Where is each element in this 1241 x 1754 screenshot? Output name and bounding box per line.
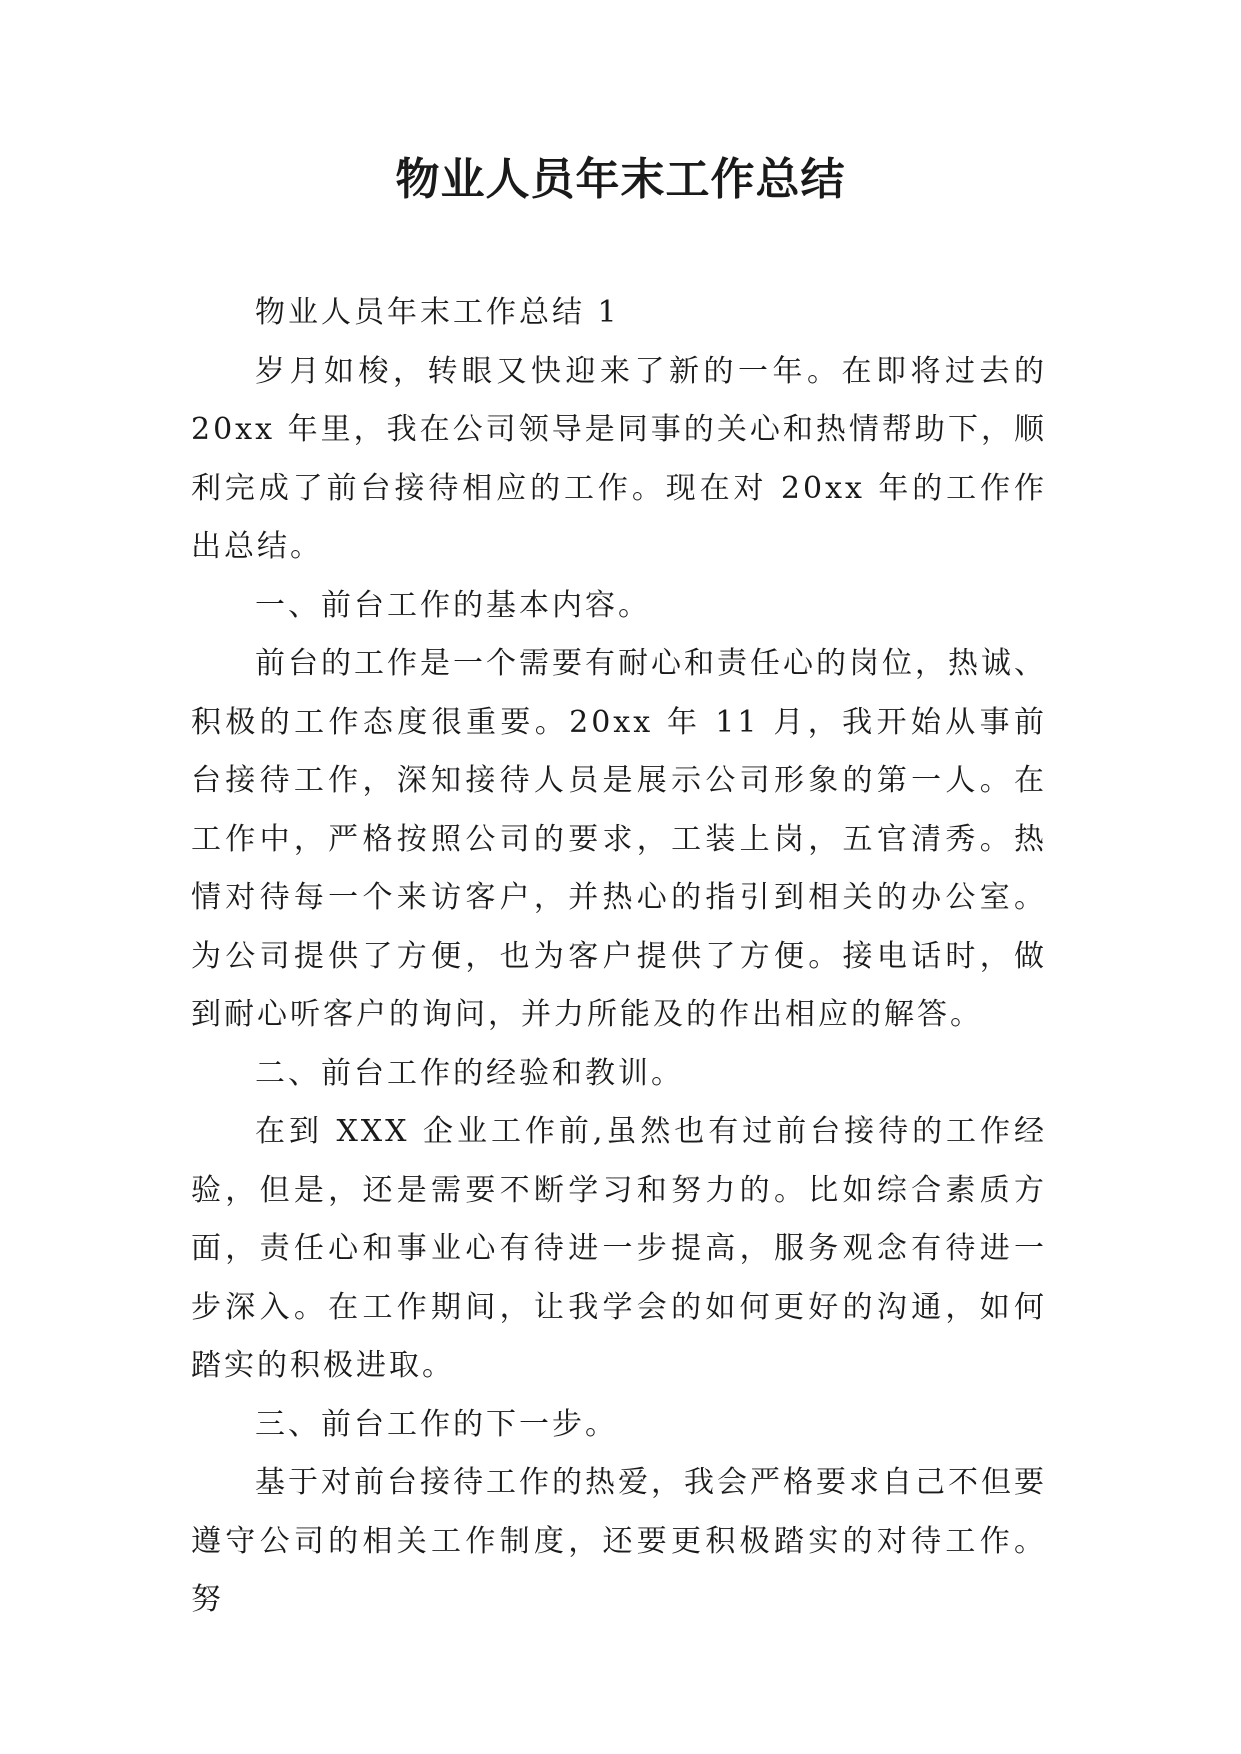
- section-heading: 物业人员年末工作总结 1: [255, 295, 620, 330]
- section-heading: 一、前台工作的基本内容。: [255, 587, 651, 623]
- paragraph: 前台的工作是一个需要有耐心和责任心的岗位，热诚、积极的工作态度很重要。20xx 年 11 月，我开始从事前台接待工作，深知接待人员是展示公司形象的第一人。在工作中，严格按照公司的要求，工装上岗，五官清秀。热情对待每一个来访客户，并热心的指引到相关的办公室。为公司提供了方便，也为客户提供了方便。接电话时，做到耐心听客户的询问，并力所能及的作出相应的解答。: [191, 646, 1047, 1032]
- paragraph: 基于对前台接待工作的热爱，我会严格要求自己不但要遵守公司的相关工作制度，还要更积极踏实的对待工作。努: [191, 1465, 1047, 1617]
- paragraph: 岁月如梭，转眼又快迎来了新的一年。在即将过去的 20xx 年里，我在公司领导是同事的关心和热情帮助下，顺利完成了前台接待相应的工作。现在对 20xx 年的工作作出总结。: [191, 353, 1047, 564]
- section-heading: 二、前台工作的经验和教训。: [255, 1055, 684, 1091]
- document-body: [191, 284, 1047, 1630]
- section-heading: 三、前台工作的下一步。: [255, 1406, 618, 1442]
- paragraph: 在到 XXX 企业工作前,虽然也有过前台接待的工作经验，但是，还是需要不断学习和努力的。比如综合素质方面，责任心和事业心有待进一步提高，服务观念有待进一步深入。在工作期间，让我学会的如何更好的沟通，如何踏实的积极进取。: [191, 1114, 1047, 1383]
- document-title: 物业人员年末工作总结: [395, 154, 846, 205]
